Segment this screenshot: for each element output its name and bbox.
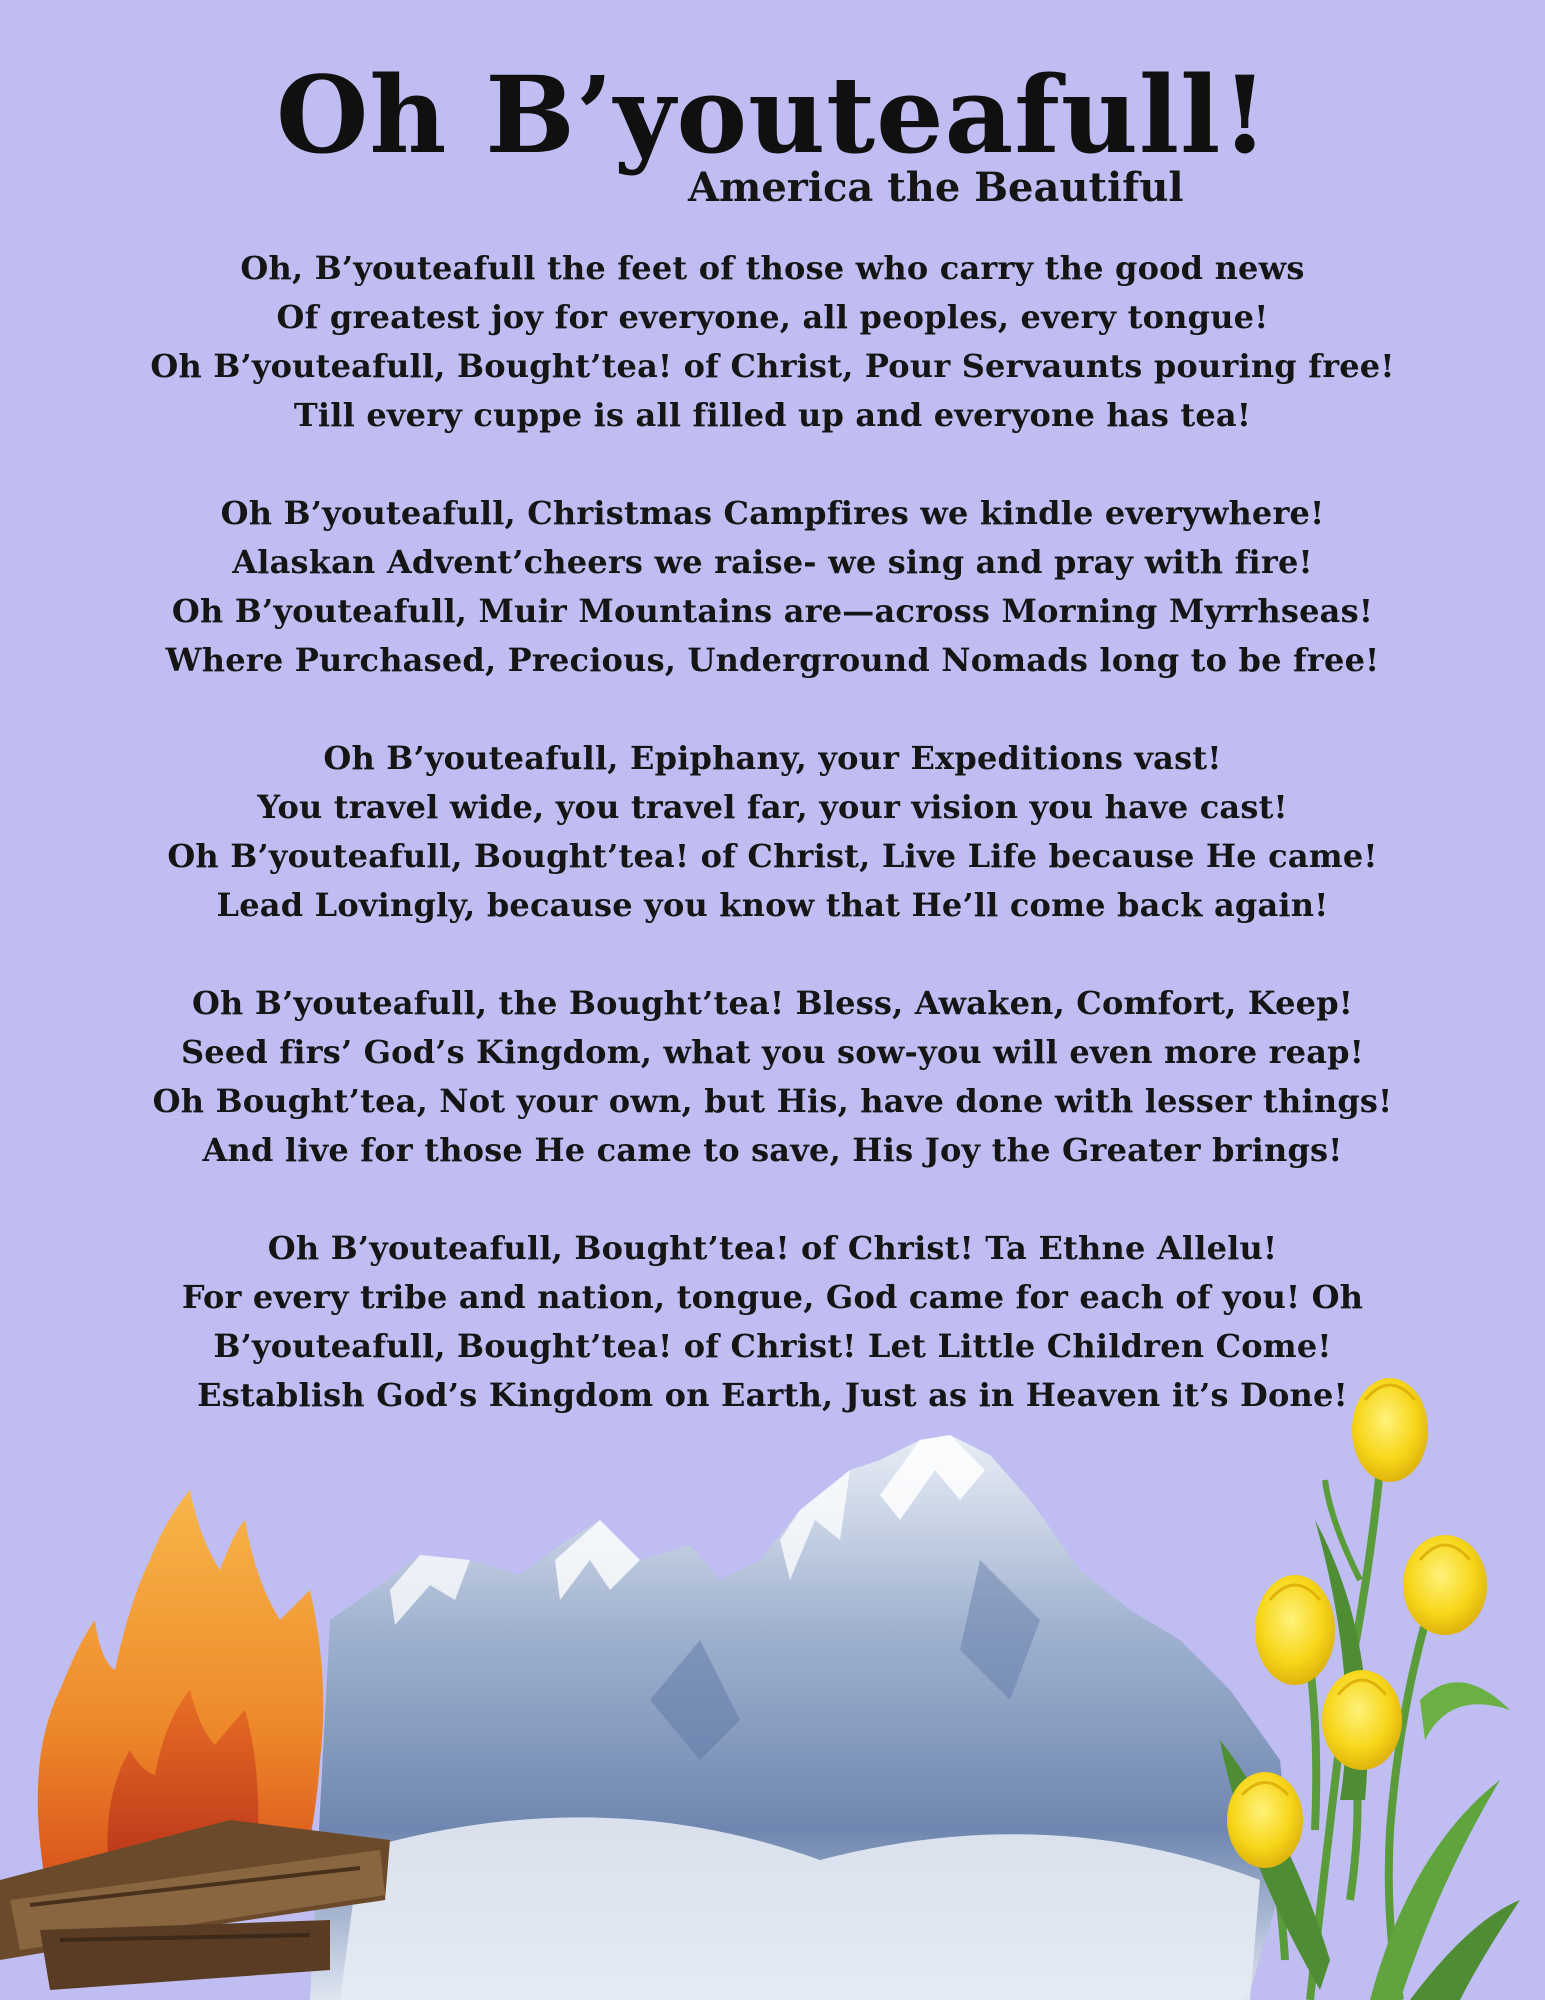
poem-line: Of greatest joy for everyone, all peoples, every tongue! (276, 298, 1269, 336)
poem-line: Oh, B’youteafull the feet of those who carry the good news (240, 249, 1305, 287)
poem-line: Oh B’youteafull, Epiphany, your Expeditions vast! (323, 739, 1222, 777)
poem-line: Lead Lovingly, because you know that He’ll come back again! (216, 886, 1329, 924)
page-title: Oh B’youteafull! (276, 52, 1269, 177)
poem (0, 244, 1545, 1469)
poem-line: Oh B’youteafull, Christmas Campfires we kindle everywhere! (220, 494, 1325, 532)
poem-line: Where Purchased, Precious, Underground Nomads long to be free! (165, 641, 1380, 679)
stanza-4 (0, 979, 1545, 1175)
poem-line: Oh B’youteafull, Bought’tea! of Christ, Pour Servaunts pouring free! (150, 347, 1395, 385)
poem-line: Seed firs’ God’s Kingdom, what you sow-you will even more reap! (181, 1033, 1364, 1071)
poem-line: Oh Bought’tea, Not your own, but His, have done with lesser things! (152, 1082, 1393, 1120)
poem-line: And live for those He came to save, His Joy the Greater brings! (202, 1131, 1343, 1169)
poem-line: Oh B’youteafull, Bought’tea! of Christ! Ta Ethne Allelu! (267, 1229, 1278, 1267)
poem-line: B’youteafull, Bought’tea! of Christ! Let Little Children Come! (213, 1327, 1332, 1365)
poem-line: Till every cuppe is all filled up and everyone has tea! (293, 396, 1252, 434)
poem-line: Alaskan Advent’cheers we raise- we sing and pray with fire! (232, 543, 1313, 581)
stanza-5 (0, 1224, 1545, 1420)
stanza-1 (0, 244, 1545, 440)
poem-line: For every tribe and nation, tongue, God came for each of you! Oh (181, 1278, 1364, 1316)
stanza-3 (0, 734, 1545, 930)
campfire-illustration (0, 1490, 390, 1990)
poem-line: Oh B’youteafull, the Bought’tea! Bless, Awaken, Comfort, Keep! (191, 984, 1354, 1022)
poem-line: Establish God’s Kingdom on Earth, Just as in Heaven it’s Done! (197, 1376, 1348, 1414)
poem-line: Oh B’youteafull, Muir Mountains are—across Morning Myrrhseas! (171, 592, 1374, 630)
page-subtitle: America the Beautiful (688, 164, 1184, 211)
mountains-illustration (310, 1435, 1290, 2000)
stanza-2 (0, 489, 1545, 685)
poem-line: Oh B’youteafull, Bought’tea! of Christ, Live Life because He came! (167, 837, 1378, 875)
tulips-illustration (1220, 1378, 1520, 2000)
poem-line: You travel wide, you travel far, your vision you have cast! (257, 788, 1288, 826)
